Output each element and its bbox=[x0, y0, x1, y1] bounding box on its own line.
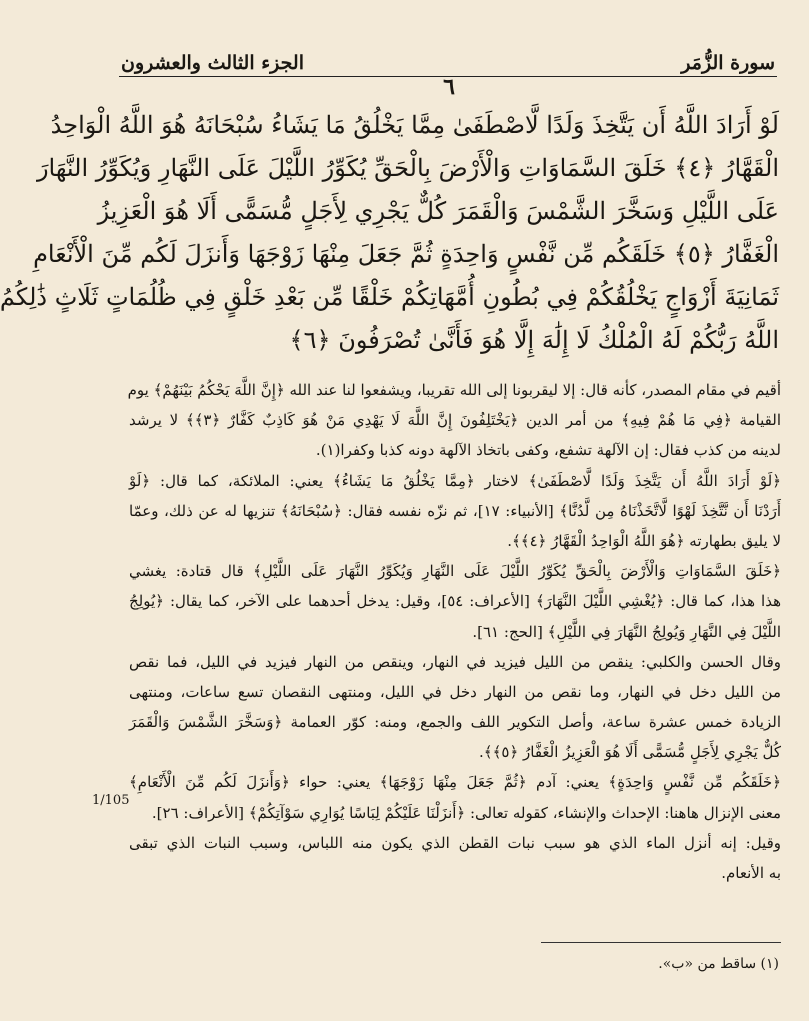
commentary-line: ﴿خَلَقَكُم مِّن نَّفْسٍ وَاحِدَةٍ﴾ يعني: آدم ﴿ثُمَّ جَعَلَ مِنْهَا زَوْجَهَا﴾ يعني: حواء ﴿وَأَنزَلَ لَكُم مِّنَ الْأَنْعَامِ﴾ bbox=[129, 773, 781, 792]
page-number: ٦ bbox=[443, 74, 455, 100]
juz-title: الجزء الثالث والعشرون bbox=[121, 52, 304, 74]
commentary-line: ﴿لَوْ أَرَادَ اللَّهُ أَن يَتَّخِذَ وَلَدًا لَّاصْطَفَىٰ﴾ لاختار ﴿مِمَّا يَخْلُقُ مَا يَشَاءُ﴾ يعني: الملائكة، كما قال: ﴿لَوْ bbox=[129, 471, 781, 490]
footnote-rule bbox=[541, 942, 781, 943]
commentary-line: أَرَدْنَا أَن نَّتَّخِذَ لَهْوًا لَّاتَّخَذْنَاهُ مِن لَّدُنَّا﴾ [الأنبياء: ١٧]، ثم نزّه نفسه فقال: ﴿سُبْحَانَهُ﴾ تنزيها له عن ذلك، وعمّا bbox=[129, 501, 781, 520]
quran-line: الْقَهَّارُ ﴿٤﴾ خَلَقَ السَّمَاوَاتِ وَالْأَرْضَ بِالْحَقِّ يُكَوِّرُ اللَّيْلَ عَلَى النَّهَارِ وَيُكَوِّرُ النَّهَارَ bbox=[36, 154, 779, 182]
commentary-line: الزيادة خمس عشرة ساعة، وأصل التكوير اللف والجمع، ومنه: كوّر العمامة ﴿وَسَخَّرَ الشَّمْسَ وَالْقَمَرَ bbox=[129, 713, 781, 732]
quran-text-block bbox=[0, 104, 779, 362]
commentary-line: وقال الحسن والكلبي: ينقص من الليل فيزيد في النهار، وينقص من النهار فيزيد في الليل، فما نقص bbox=[129, 652, 781, 671]
commentary-line: ﴿خَلَقَ السَّمَاوَاتِ وَالْأَرْضَ بِالْحَقِّ يُكَوِّرُ اللَّيْلَ عَلَى النَّهَارِ وَيُكَوِّرُ النَّهَارَ عَلَى اللَّيْلِ﴾ قال قتادة: يغشي bbox=[129, 562, 781, 581]
quran-line: ثَمَانِيَةَ أَزْوَاجٍ يَخْلُقُكُمْ فِي بُطُونِ أُمَّهَاتِكُمْ خَلْقًا مِّن بَعْدِ خَلْقٍ فِي ظُلُمَاتٍ ثَلَاثٍ ذَٰلِكُمُ bbox=[0, 283, 779, 311]
commentary-block bbox=[129, 375, 781, 888]
commentary-line: من الليل دخل في النهار، وما نقص من النهار دخل في الليل، ومنتهى النقصان تسع ساعات، ومنتهى bbox=[129, 682, 781, 701]
quran-line: الْغَفَّارُ ﴿٥﴾ خَلَقَكُم مِّن نَّفْسٍ وَاحِدَةٍ ثُمَّ جَعَلَ مِنْهَا زَوْجَهَا وَأَنزَلَ لَكُم مِّنَ الْأَنْعَامِ bbox=[33, 240, 779, 268]
commentary-line: به الأنعام. bbox=[721, 864, 781, 882]
page-header bbox=[121, 38, 775, 74]
commentary-line: لدينه من كذب فقال: إن الآلهة تشفع، وكفى باتخاذ الآلهة دونه كذبا وكفرا(١). bbox=[315, 441, 781, 460]
commentary-line: معنى الإنزال هاهنا: الإحداث والإنشاء، كقوله تعالى: ﴿أَنزَلْنَا عَلَيْكُمْ لِبَاسًا يُوَارِي سَوْآتِكُمْ﴾ [الأعراف: ٢٦]. bbox=[151, 803, 781, 822]
quran-line: عَلَى اللَّيْلِ وَسَخَّرَ الشَّمْسَ وَالْقَمَرَ كُلٌّ يَجْرِي لِأَجَلٍ مُّسَمًّى أَلَا هُوَ الْعَزِيزُ bbox=[97, 197, 779, 225]
quran-line: لَوْ أَرَادَ اللَّهُ أَن يَتَّخِذَ وَلَدًا لَّاصْطَفَىٰ مِمَّا يَخْلُقُ مَا يَشَاءُ سُبْحَانَهُ هُوَ اللَّهُ الْوَاحِدُ bbox=[50, 111, 779, 139]
commentary-line: كُلٌّ يَجْرِي لِأَجَلٍ مُّسَمًّى أَلَا هُوَ الْعَزِيزُ الْغَفَّارُ ﴿٥﴾﴾. bbox=[479, 743, 781, 762]
commentary-line: اللَّيْلَ فِي النَّهَارِ وَيُولِجُ النَّهَارَ فِي اللَّيْلِ﴾ [الحج: ٦١]. bbox=[472, 622, 781, 641]
commentary-line: هذا هذا، كما قال: ﴿يُغْشِي اللَّيْلَ النَّهَارَ﴾ [الأعراف: ٥٤]، وقيل: يدخل أحدهما على الآخر، كما يقال: ﴿يُولِجُ bbox=[129, 592, 781, 611]
margin-note: 1/105 bbox=[92, 793, 130, 808]
commentary-line: أقيم في مقام المصدر، كأنه قال: إلا ليقربونا إلى الله تقريبا، ويشفعوا لنا عند الله ﴿إِنَّ اللَّهَ يَحْكُمُ بَيْنَهُمْ﴾ يوم bbox=[127, 381, 781, 399]
commentary-line: القيامة ﴿فِي مَا هُمْ فِيهِ﴾ من أمر الدين ﴿يَخْتَلِفُونَ إِنَّ اللَّهَ لَا يَهْدِي مَنْ هُوَ كَاذِبٌ كَفَّارٌ ﴿٣﴾﴾ لا يرشد bbox=[129, 411, 781, 430]
commentary-line: وقيل: إنه أنزل الماء الذي هو سبب نبات القطن الذي يكون منه اللباس، وسبب النبات الذي تبقى bbox=[129, 833, 781, 852]
commentary-line: لا يليق بطهارته ﴿هُوَ اللَّهُ الْوَاحِدُ الْقَهَّارُ ﴿٤﴾﴾. bbox=[507, 531, 781, 550]
surah-name: سورة الزُّمَر bbox=[681, 52, 775, 74]
quran-line: اللَّهُ رَبُّكُمْ لَهُ الْمُلْكُ لَا إِلَٰهَ إِلَّا هُوَ فَأَنَّىٰ تُصْرَفُونَ ﴿٦﴾ bbox=[289, 326, 779, 354]
footnote: (١) ساقط من «ب». bbox=[658, 956, 779, 972]
